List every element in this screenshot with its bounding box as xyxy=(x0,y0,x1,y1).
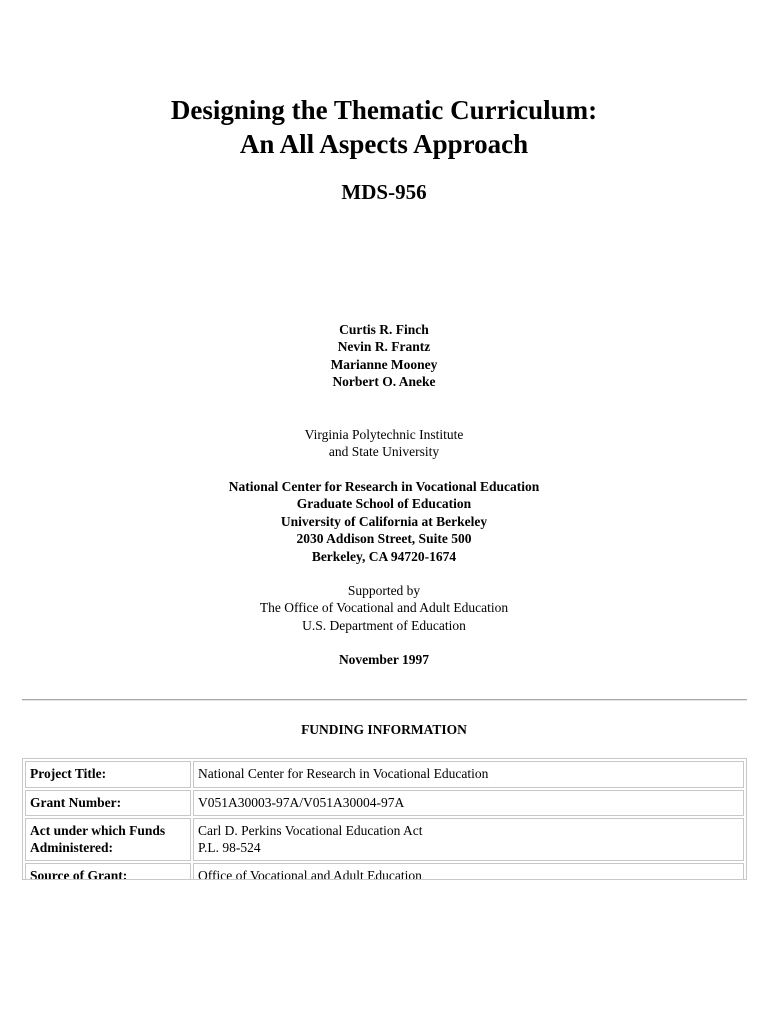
author-name: Nevin R. Frantz xyxy=(337,339,431,355)
funding-table-container xyxy=(22,758,747,880)
table-cell-label: Source of Grant: xyxy=(25,863,191,880)
title-line-2: An All Aspects Approach xyxy=(239,129,529,159)
document-title xyxy=(0,93,768,161)
table-row xyxy=(25,818,744,861)
author-name: Marianne Mooney xyxy=(330,356,438,372)
author-name: Curtis R. Finch xyxy=(339,322,429,337)
value-line: Carl D. Perkins Vocational Education Act xyxy=(198,823,423,838)
table-cell-value xyxy=(193,863,744,880)
table-cell-label: Grant Number: xyxy=(25,790,191,817)
value-line: P.L. 98-524 xyxy=(198,839,261,855)
table-row xyxy=(25,790,744,817)
institution-block xyxy=(0,426,768,461)
table-cell-value xyxy=(193,790,744,817)
table-row xyxy=(25,761,744,788)
support-line: U.S. Department of Education xyxy=(302,617,466,633)
table-cell-label: Project Title: xyxy=(25,761,191,788)
research-center-line: Graduate School of Education xyxy=(296,496,472,512)
funding-table xyxy=(23,759,746,880)
research-center-block xyxy=(0,478,768,565)
publication-date: November 1997 xyxy=(338,652,430,667)
table-cell-value xyxy=(193,818,744,861)
support-line: Supported by xyxy=(347,583,421,598)
table-row xyxy=(25,863,744,880)
table-cell-value xyxy=(193,761,744,788)
research-center-line: 2030 Addison Street, Suite 500 xyxy=(296,531,472,547)
research-center-line: National Center for Research in Vocational Education xyxy=(228,479,540,494)
research-center-line: Berkeley, CA 94720-1674 xyxy=(311,548,457,564)
support-line: The Office of Vocational and Adult Education xyxy=(259,600,509,616)
institution-line: Virginia Polytechnic Institute xyxy=(304,427,464,442)
support-block xyxy=(0,582,768,634)
value-line: Office of Vocational and Adult Education xyxy=(198,868,422,880)
research-center-line: University of California at Berkeley xyxy=(280,513,488,529)
value-line: V051A30003-97A/V051A30004-97A xyxy=(198,794,405,810)
table-cell-label: Act under which Funds Administered: xyxy=(25,818,191,861)
horizontal-divider xyxy=(22,699,747,701)
document-code: MDS-956 xyxy=(341,180,427,204)
funding-heading: FUNDING INFORMATION xyxy=(301,722,467,737)
institution-line: and State University xyxy=(328,444,440,460)
value-line: National Center for Research in Vocational Education xyxy=(198,766,489,781)
author-name: Norbert O. Aneke xyxy=(332,374,436,390)
author-list xyxy=(0,321,768,391)
title-line-1: Designing the Thematic Curriculum: xyxy=(170,95,598,125)
